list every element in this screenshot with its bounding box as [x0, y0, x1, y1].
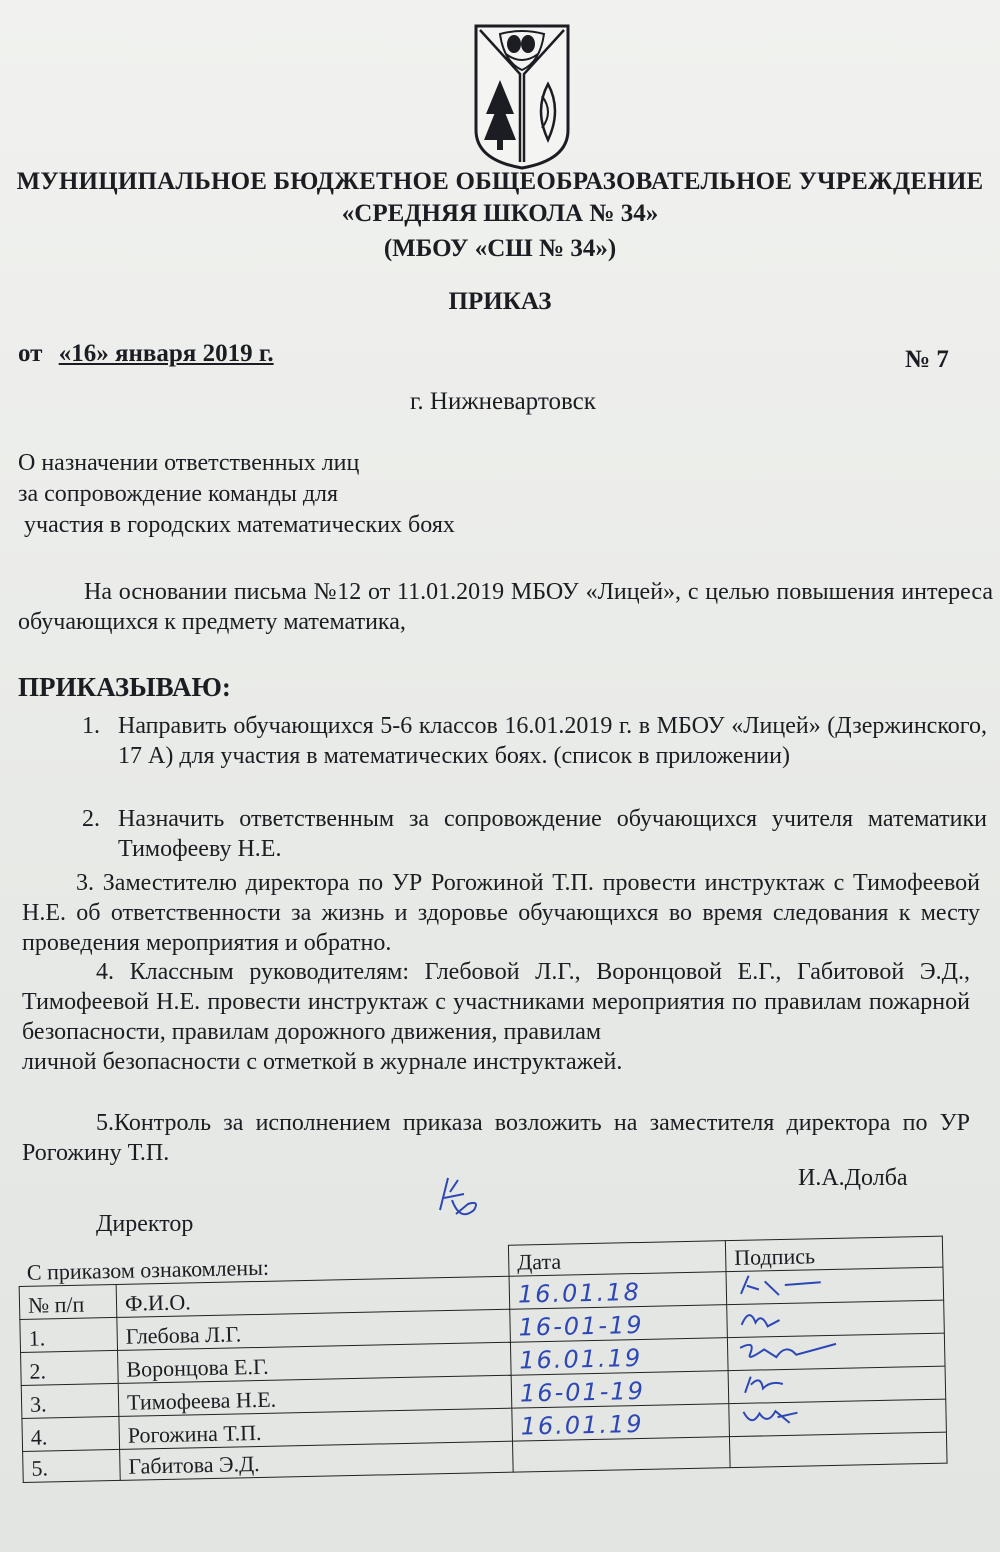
- coat-of-arms-icon: [470, 22, 574, 170]
- item-text: Назначить ответственным за сопровождение обучающихся учителя математики Тимофееву Н.Е.: [118, 806, 987, 862]
- handwritten-signature-icon: [735, 1303, 826, 1331]
- signature-cell: [726, 1267, 944, 1305]
- empty-cell: [729, 1432, 947, 1468]
- col-num-header: № п/п: [19, 1284, 117, 1319]
- handwritten-signature-icon: [737, 1369, 828, 1397]
- basis-paragraph: На основании письма №12 от 11.01.2019 МБОУ «Лицей», с целью повышения интереса обучающихся к предмету математика,: [18, 579, 993, 635]
- order-number: № 7: [905, 346, 949, 373]
- row-fio: Воронцова Е.Г.: [118, 1342, 512, 1383]
- director-title: Директор: [96, 1211, 194, 1237]
- signature-cell: [727, 1300, 945, 1338]
- row-number: 3.: [21, 1383, 119, 1418]
- signer-name: И.А.Долба: [798, 1165, 908, 1191]
- item-number: 1.: [82, 713, 100, 739]
- col-sign-header: Подпись: [725, 1236, 943, 1272]
- org-name: МУНИЦИПАЛЬНОЕ БЮДЖЕТНОЕ ОБЩЕОБРАЗОВАТЕЛЬНОЕ УЧРЕЖДЕНИЕ: [16, 168, 984, 195]
- order-item: 5.Контроль за исполнением приказа возложить на заместителя директора по УР Рогожину Т.П.: [22, 1110, 970, 1166]
- row-number: 2.: [21, 1350, 119, 1385]
- signature-cell: [729, 1399, 947, 1437]
- school-name: «СРЕДНЯЯ ШКОЛА № 34»: [341, 200, 659, 227]
- school-short-name: (МБОУ «СШ № 34»): [383, 235, 617, 262]
- handwritten-signature-icon: [736, 1336, 847, 1364]
- order-item: [22, 957, 970, 1077]
- subject-line: участия в городских математических боях: [24, 512, 455, 538]
- col-date-header: Дата: [508, 1241, 726, 1277]
- row-fio: Рогожина Т.П.: [119, 1408, 513, 1449]
- order-item: [82, 804, 987, 864]
- ack-caption: С приказом ознакомлены:: [19, 1245, 510, 1286]
- subject-line: О назначении ответственных лиц: [18, 450, 360, 476]
- city: г. Нижневартовск: [410, 388, 596, 415]
- signature-cell: [728, 1366, 946, 1404]
- row-fio: Тимофеева Н.Е.: [118, 1375, 512, 1416]
- acknowledgement-table: [18, 1236, 949, 1530]
- empty-cell: [513, 1437, 731, 1473]
- handwritten-date: 16-01-19: [511, 1371, 729, 1409]
- item-number: 2.: [82, 806, 100, 832]
- director-signature-icon: [430, 1170, 490, 1230]
- order-date-row: [18, 340, 274, 368]
- order-subject: [18, 448, 455, 541]
- handwritten-signature-icon: [735, 1270, 826, 1298]
- order-word: ПРИКАЗЫВАЮ:: [18, 672, 231, 702]
- row-number: 1.: [20, 1317, 118, 1352]
- row-number: 5.: [23, 1449, 121, 1482]
- order-item: [82, 711, 987, 771]
- handwritten-signature-icon: [737, 1402, 828, 1430]
- order-date: «16» января 2019 г.: [58, 340, 274, 367]
- date-prefix: от: [18, 340, 43, 367]
- item-text: Направить обучающихся 5-6 классов 16.01.2019 г. в МБОУ «Лицей» (Дзержинского, 17 А) для участия в математических боях. (список в приложении): [118, 713, 987, 769]
- row-fio: Габитова Э.Д.: [120, 1441, 514, 1480]
- order-item: 3. Заместителю директора по УР Рогожиной Т.П. провести инструктаж с Тимофеевой Н.Е. об ответственности за жизнь и здоровье обучающихся во время следования к месту проведения мероприятия и обратно.: [22, 870, 980, 956]
- row-fio: Глебова Л.Г.: [117, 1309, 511, 1350]
- col-fio-header: Ф.И.О.: [116, 1276, 510, 1317]
- document-type: ПРИКАЗ: [448, 288, 552, 315]
- handwritten-date: 16.01.18: [509, 1272, 727, 1310]
- signature-cell: [727, 1333, 945, 1371]
- item-text: 4. Классным руководителям: Глебовой Л.Г., Воронцовой Е.Г., Габитовой Э.Д., Тимофеевой Н.Е. провести инструктаж с участниками мероприятия по правилам пожарной безопасности, правилам дорожного движения, правилам: [22, 959, 970, 1045]
- row-number: 4.: [22, 1416, 120, 1451]
- subject-line: за сопровождение команды для: [18, 481, 339, 507]
- handwritten-date: 16.01.19: [512, 1404, 730, 1442]
- handwritten-date: 16-01-19: [510, 1305, 728, 1343]
- item-text-last-line: личной безопасности с отметкой в журнале инструктажей.: [22, 1049, 623, 1075]
- handwritten-date: 16.01.19: [510, 1338, 728, 1376]
